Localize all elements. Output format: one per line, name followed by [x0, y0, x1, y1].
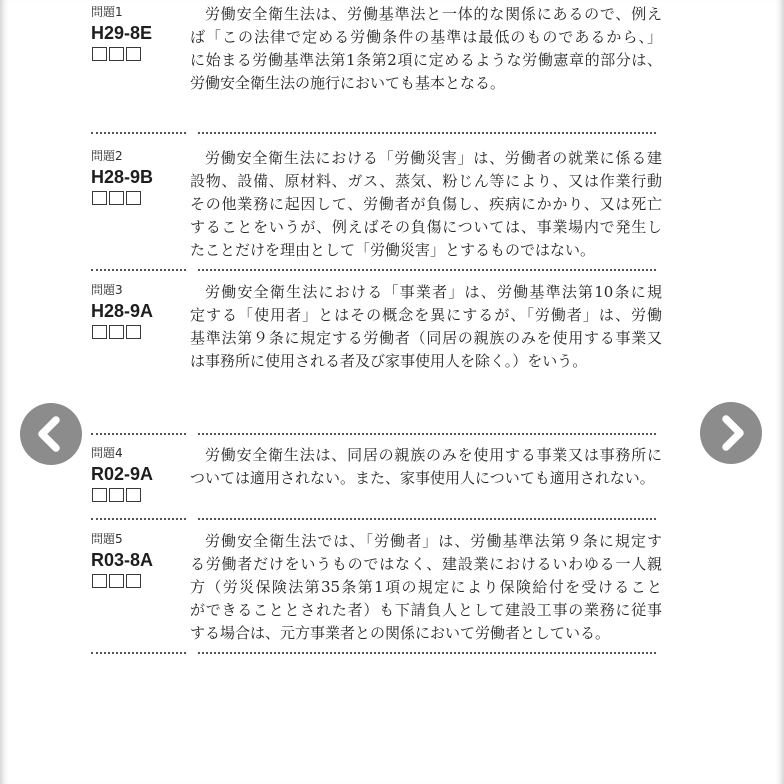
check-box [92, 47, 107, 61]
question-text-line: することをいうが、例えばその負傷については、事業場内で発生し [190, 218, 662, 236]
dotted-separator [0, 652, 784, 654]
check-box [92, 325, 107, 339]
question-text-line: 労働安全衛生法における「労働災害」は、労働者の就業に係る建 [205, 149, 662, 167]
check-box [109, 574, 124, 588]
check-boxes [92, 488, 143, 502]
question-text-line: 定する「使用者」とはその概念を異にするが、「労働者」は、労働 [190, 306, 662, 324]
chevron-right-icon [700, 402, 762, 464]
question-text-line: する場合は、元方事業者との関係において労働者としている。 [190, 624, 611, 642]
chevron-left-icon-path [42, 420, 56, 448]
dotted-separator-segment [91, 652, 186, 654]
check-box [126, 191, 141, 205]
dotted-separator-segment [198, 269, 656, 271]
dotted-separator [0, 433, 784, 435]
chevron-right-icon-path [726, 419, 740, 447]
question-text [190, 444, 662, 490]
dotted-separator-segment [198, 518, 656, 520]
dotted-separator [0, 518, 784, 520]
question-text [190, 147, 662, 262]
question-text-line: その他業務に起因して、労働者が負傷し、疾病にかかり、又は死亡 [190, 195, 662, 213]
question-1 [91, 3, 666, 92]
question-text-line: ついては適用されない。また、家事使用人についても適用されない。 [190, 469, 655, 487]
next-button[interactable] [700, 402, 762, 464]
check-box [126, 325, 141, 339]
previous-button[interactable] [20, 403, 82, 465]
question-text-line: 方（労災保険法第35条第1項の規定により保険給付を受けること [190, 578, 662, 596]
question-4 [91, 444, 666, 487]
check-boxes [92, 191, 143, 205]
question-text-line: は事務所に使用される者及び家事使用人を除く。）をいう。 [190, 352, 588, 370]
dotted-separator-segment [198, 132, 656, 134]
exam-code: H28-9B [91, 167, 154, 187]
check-boxes [92, 574, 143, 588]
question-text-line: 基準法第９条に規定する労働者（同居の親族のみを使用する事業又 [190, 329, 662, 347]
check-box [126, 574, 141, 588]
dotted-separator [0, 269, 784, 271]
question-text-line: 労働安全衛生法の施行においても基本となる。 [190, 74, 506, 92]
exam-code: H28-9A [91, 301, 154, 321]
question-2 [91, 147, 666, 259]
question-text [190, 281, 662, 373]
question-text-line: ば「この法律で定める労働条件の基準は最低のものであるから、」 [190, 28, 662, 46]
question-text-line: に始まる労働基準法第1条第2項に定めるような労働憲章的部分は、 [190, 51, 662, 69]
check-box [109, 325, 124, 339]
question-text [190, 3, 662, 95]
question-text-line: る労働者だけをいうものではなく、建設業におけるいわゆる一人親 [190, 555, 662, 573]
chevron-left-icon [20, 403, 82, 465]
exam-code: R03-8A [91, 550, 154, 570]
dotted-separator-segment [198, 652, 656, 654]
question-text-line: ができることとされた者）も下請負人として建設工事の業務に従事 [190, 601, 662, 619]
question-text-line: 設物、設備、原材料、ガス、蒸気、粉じん等により、又は作業行動 [190, 172, 662, 190]
question-number: 問題5 [91, 532, 123, 546]
check-box [109, 191, 124, 205]
dotted-separator-segment [91, 132, 186, 134]
check-box [109, 47, 124, 61]
dotted-separator [0, 132, 784, 134]
question-number: 問題2 [91, 149, 123, 163]
dotted-separator-segment [91, 269, 186, 271]
check-boxes [92, 325, 143, 339]
question-3 [91, 281, 666, 370]
check-box [92, 574, 107, 588]
question-number: 問題1 [91, 5, 123, 19]
question-text [190, 530, 662, 645]
exam-code: H29-8E [91, 23, 153, 43]
question-number: 問題4 [91, 446, 123, 460]
check-box [126, 47, 141, 61]
dotted-separator-segment [198, 433, 656, 435]
check-box [109, 488, 124, 502]
question-text-line: 労働安全衛生法では、「労働者」は、労働基準法第９条に規定す [205, 532, 662, 550]
dotted-separator-segment [91, 518, 186, 520]
dotted-separator-segment [91, 433, 186, 435]
question-text-line: 労働安全衛生法は、同居の親族のみを使用する事業又は事務所に [205, 446, 662, 464]
question-5 [91, 530, 666, 642]
question-text-line: 労働安全衛生法は、労働基準法と一体的な関係にあるので、例え [205, 5, 662, 23]
check-box [126, 488, 141, 502]
question-number: 問題3 [91, 283, 123, 297]
check-box [92, 191, 107, 205]
check-boxes [92, 47, 143, 61]
question-text-line: たことだけを理由として「労働災害」とするものではない。 [190, 241, 596, 259]
check-box [92, 488, 107, 502]
question-text-line: 労働安全衛生法における「事業者」は、労働基準法第10条に規 [205, 283, 662, 301]
exam-code: R02-9A [91, 464, 154, 484]
